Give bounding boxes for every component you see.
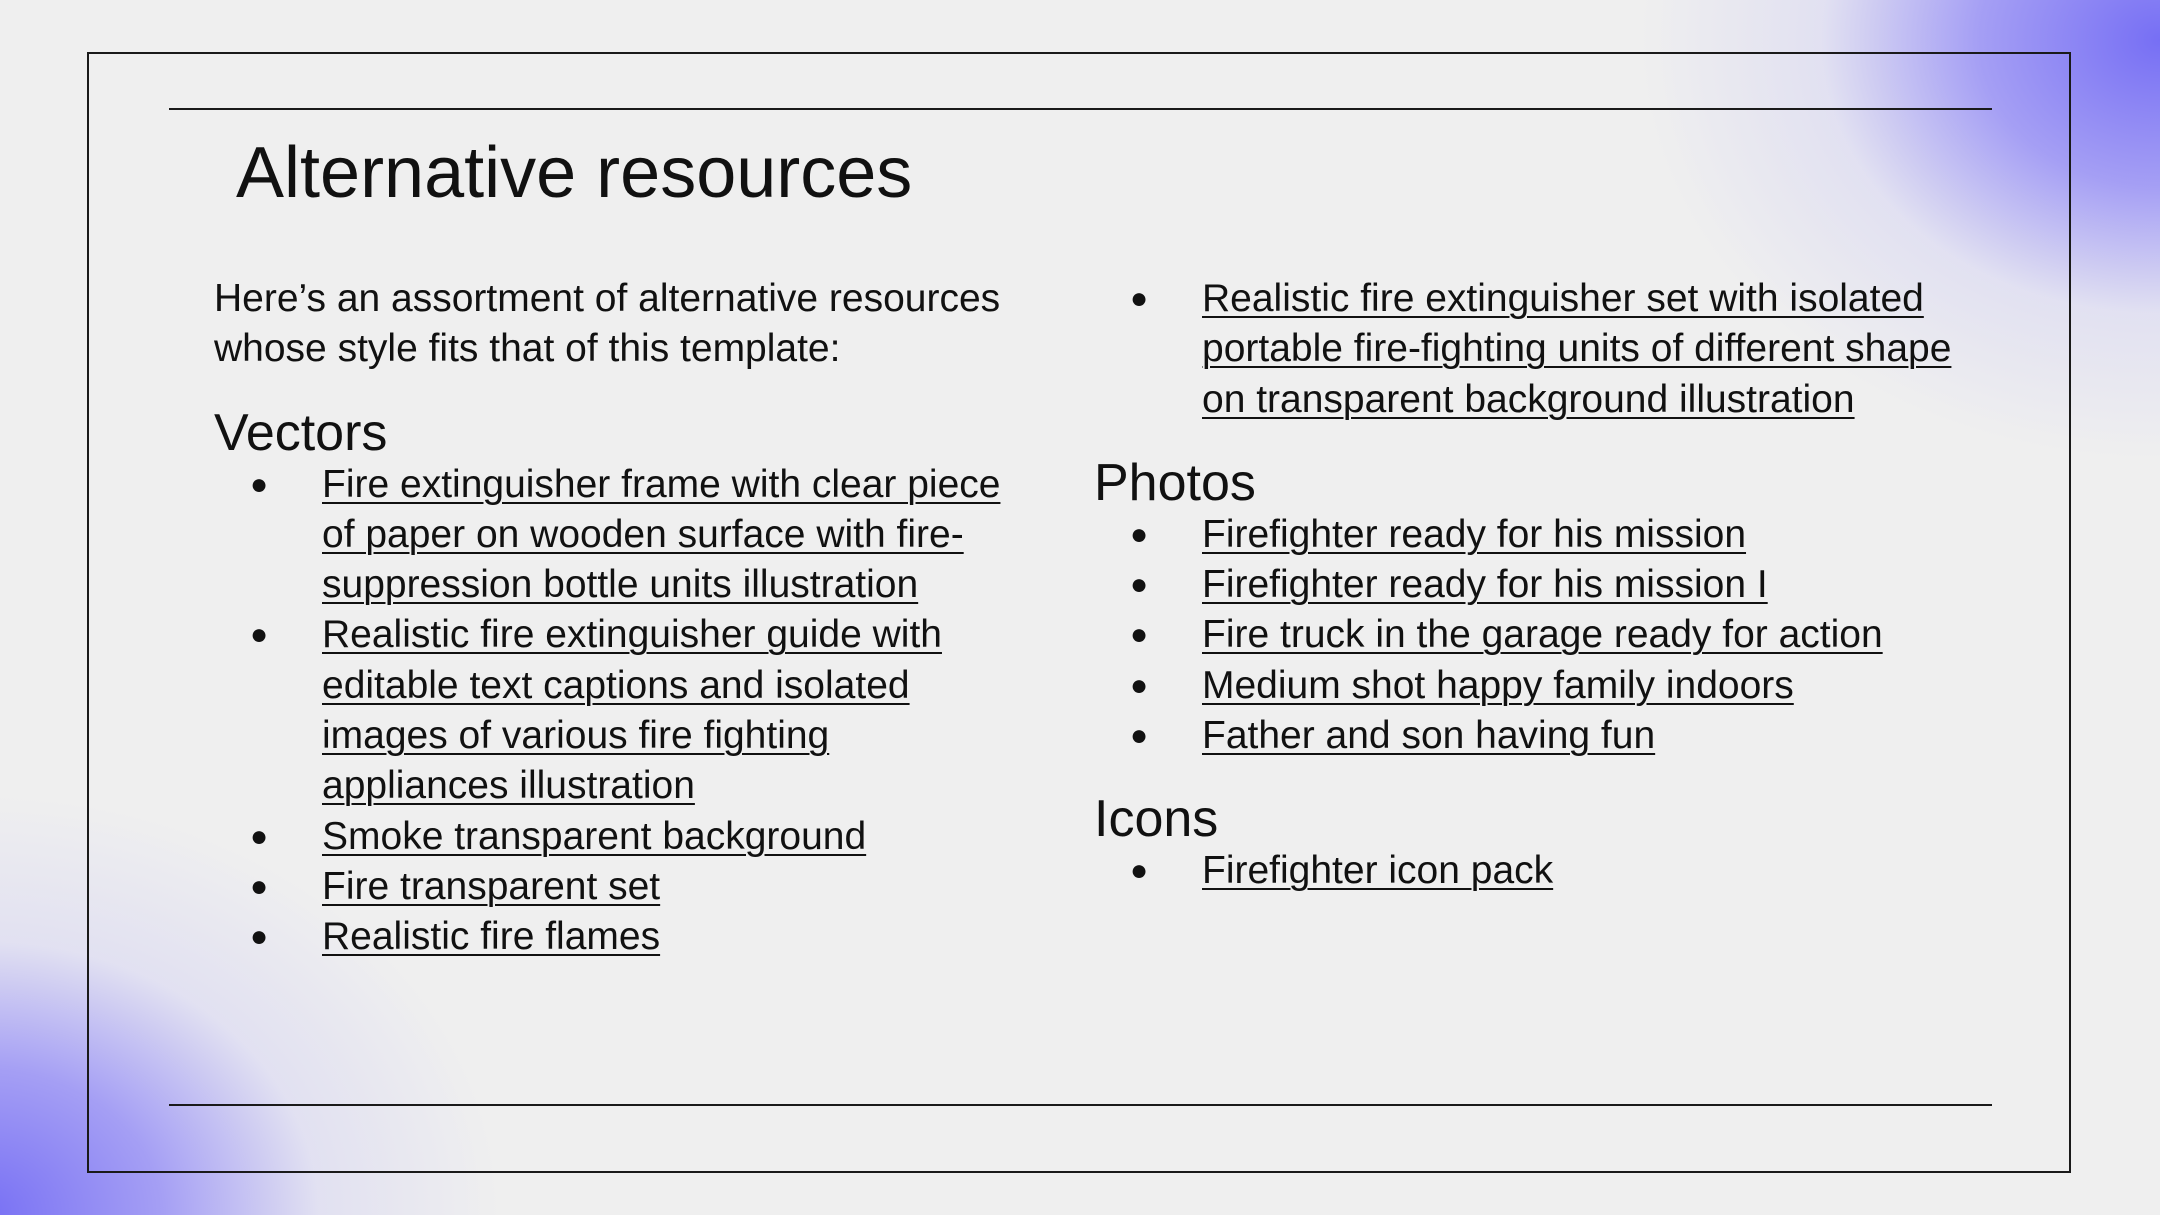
bullet-icon: ● — [1130, 517, 1149, 551]
bullet-icon: ● — [250, 467, 269, 501]
bullet-icon: ● — [250, 618, 269, 652]
bullet-icon: ● — [250, 920, 269, 954]
photo-link-1[interactable]: Firefighter ready for his mission — [1202, 512, 1747, 556]
vectors-list — [214, 460, 1014, 963]
list-item — [214, 862, 1014, 912]
top-divider — [169, 108, 1992, 110]
slide-title: Alternative resources — [236, 133, 913, 213]
right-column — [1094, 274, 1994, 897]
spacer — [1094, 425, 1994, 456]
icon-link-1[interactable]: Firefighter icon pack — [1202, 849, 1554, 893]
list-item — [1094, 560, 1994, 610]
list-item — [1094, 610, 1994, 660]
list-item — [1094, 846, 1994, 896]
bullet-icon: ● — [1130, 668, 1149, 702]
vector-link-6[interactable]: Realistic fire extinguisher set with isolated portable fire-fighting units of different shape on transparent background illustration — [1202, 277, 1952, 421]
bullet-icon: ● — [1130, 719, 1149, 753]
vectors-list-continued — [1094, 274, 1994, 425]
bullet-icon: ● — [1130, 618, 1149, 652]
list-item — [1094, 661, 1994, 711]
list-item — [214, 912, 1014, 962]
icons-list — [1094, 846, 1994, 896]
list-item — [214, 460, 1014, 611]
bullet-icon: ● — [250, 819, 269, 853]
vector-link-3[interactable]: Smoke transparent background — [322, 814, 867, 858]
photo-link-2[interactable]: Firefighter ready for his mission I — [1202, 563, 1768, 607]
photos-list — [1094, 510, 1994, 761]
icons-heading: Icons — [1094, 790, 1219, 849]
photo-link-3[interactable]: Fire truck in the garage ready for action — [1202, 613, 1883, 657]
bottom-divider — [169, 1104, 1992, 1106]
bullet-icon: ● — [1130, 568, 1149, 602]
list-item — [1094, 711, 1994, 761]
vector-link-4[interactable]: Fire transparent set — [322, 864, 661, 908]
bullet-icon: ● — [1130, 854, 1149, 888]
list-item — [1094, 510, 1994, 560]
spacer — [1094, 761, 1994, 792]
list-item — [214, 812, 1014, 862]
vector-link-5[interactable]: Realistic fire flames — [322, 915, 661, 959]
photo-link-5[interactable]: Father and son having fun — [1202, 714, 1656, 758]
intro-text: Here’s an assortment of alternative resources whose style fits that of this template: — [214, 277, 1001, 371]
photos-heading: Photos — [1094, 453, 1256, 512]
vectors-heading: Vectors — [214, 403, 388, 462]
vector-link-1[interactable]: Fire extinguisher frame with clear piece of paper on wooden surface with fire-suppression bottle units illustration — [322, 462, 1001, 607]
list-item — [1094, 274, 1994, 425]
photo-link-4[interactable]: Medium shot happy family indoors — [1202, 663, 1794, 707]
bullet-icon: ● — [250, 869, 269, 903]
vector-link-2[interactable]: Realistic fire extinguisher guide with editable text captions and isolated images of various fire fighting appliances illustration — [322, 613, 942, 808]
list-item — [214, 610, 1014, 811]
bullet-icon: ● — [1130, 282, 1149, 315]
left-column — [214, 274, 1014, 963]
